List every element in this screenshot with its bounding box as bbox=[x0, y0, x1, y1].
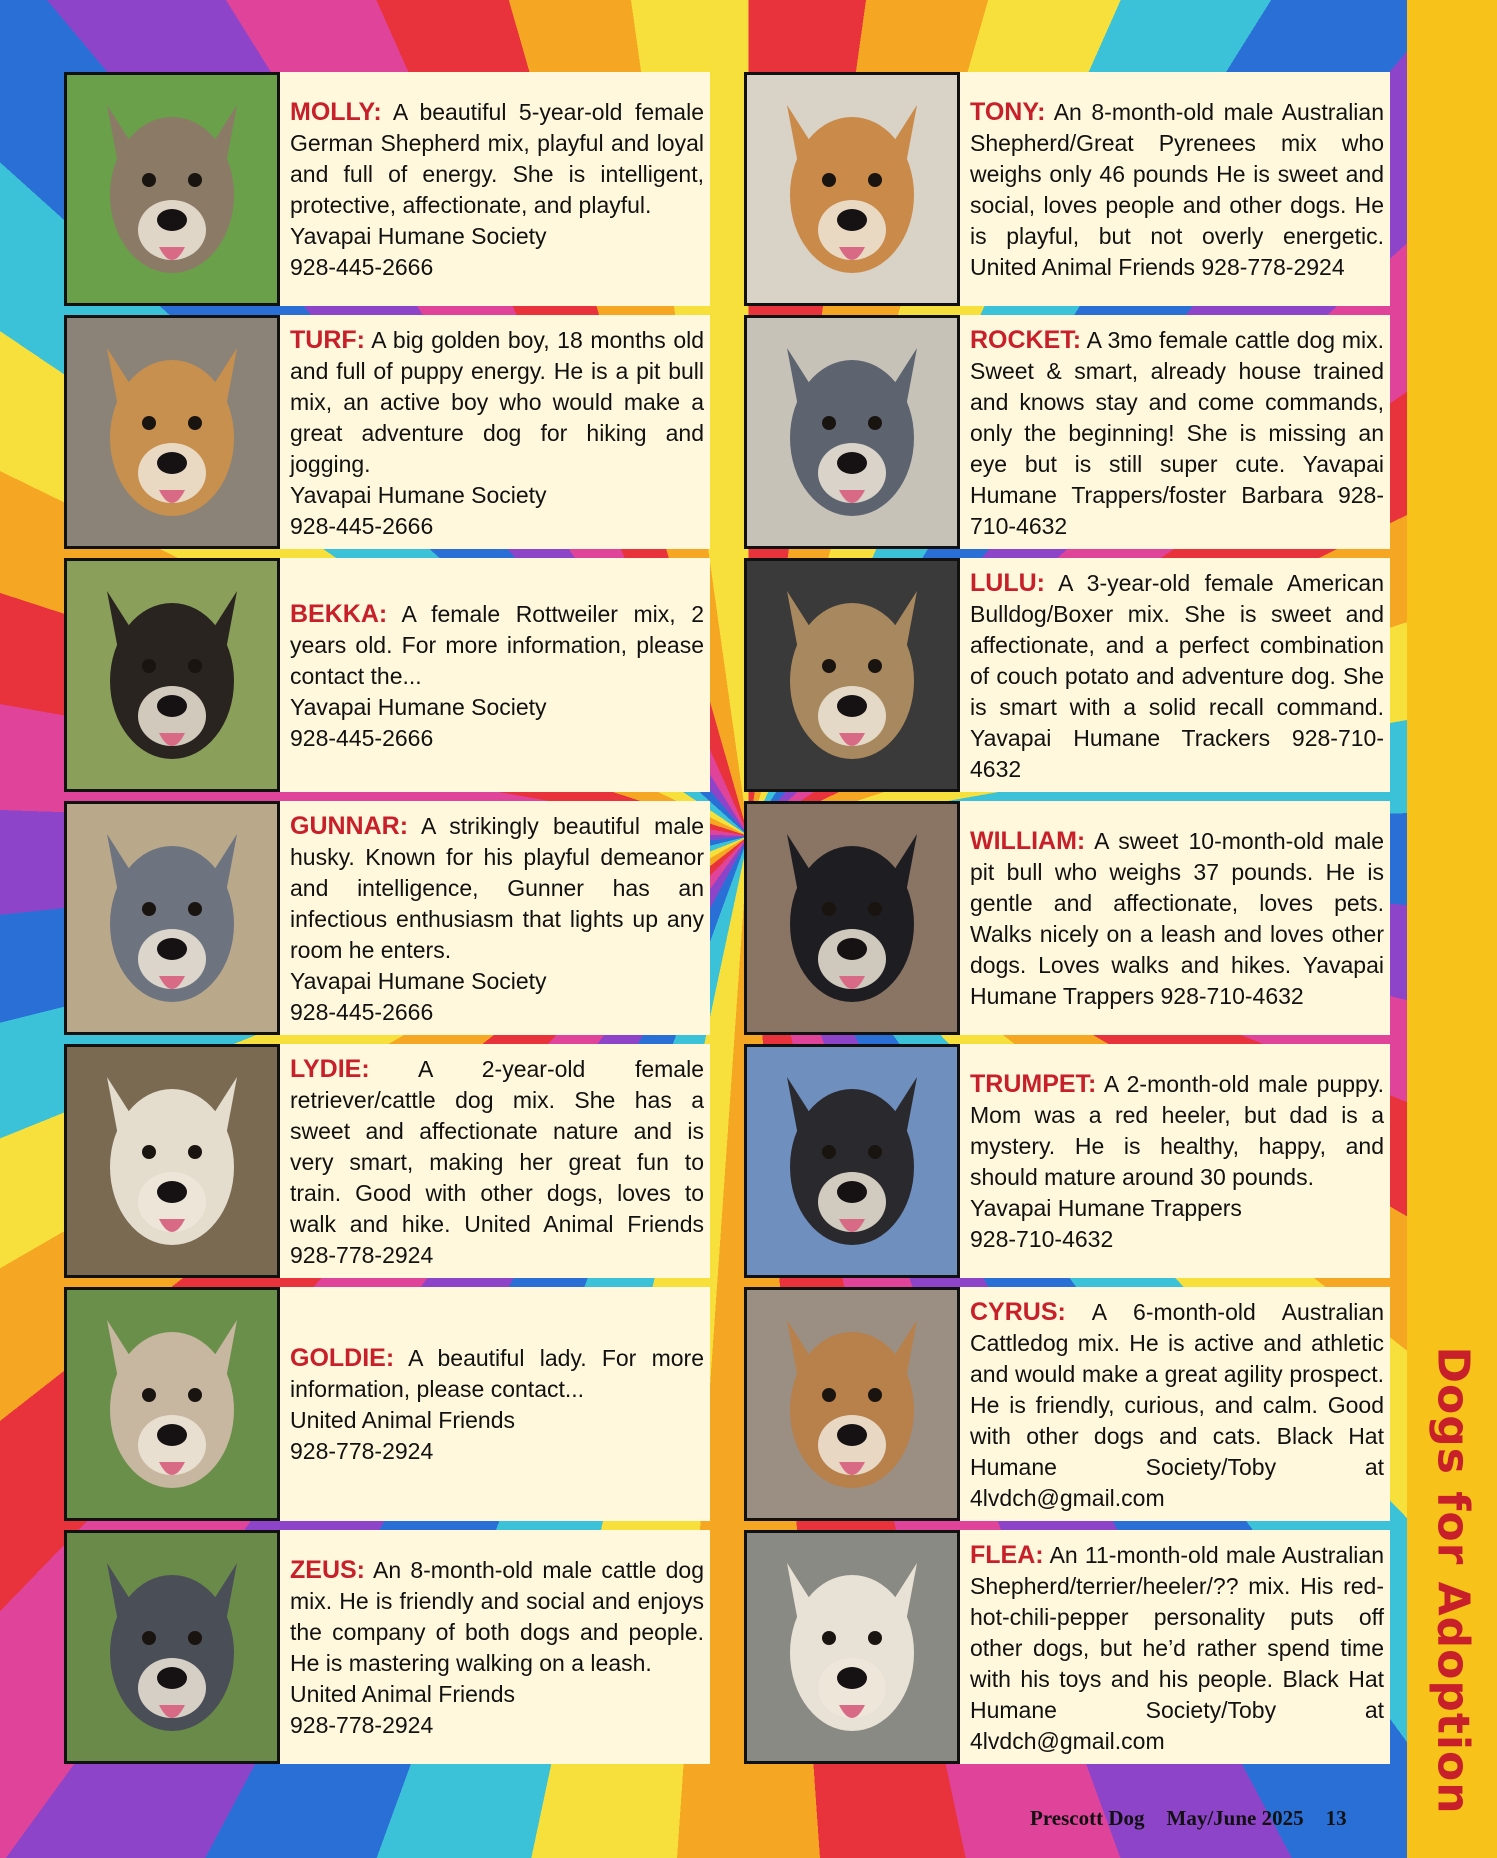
dog-text bbox=[960, 801, 1390, 1035]
dog-photo bbox=[64, 1530, 280, 1764]
dog-photo bbox=[744, 1044, 960, 1278]
dog-nose bbox=[157, 695, 187, 717]
dog-nose bbox=[157, 1667, 187, 1689]
dog-photo bbox=[64, 801, 280, 1035]
dog-card bbox=[744, 1287, 1390, 1521]
dog-contact: 928-445-2666 bbox=[290, 724, 434, 751]
dog-eye-left bbox=[142, 173, 156, 187]
dog-eye-right bbox=[188, 902, 202, 916]
dog-eye-right bbox=[188, 1145, 202, 1159]
dog-organization: Yavapai Humane Society bbox=[290, 693, 547, 720]
dog-eye-left bbox=[142, 1388, 156, 1402]
dog-eye-right bbox=[868, 1388, 882, 1402]
dog-nose bbox=[837, 452, 867, 474]
dog-eye-left bbox=[142, 1145, 156, 1159]
dog-eye-right bbox=[868, 902, 882, 916]
dog-eye-left bbox=[142, 416, 156, 430]
dog-card bbox=[744, 558, 1390, 792]
dog-illustration bbox=[747, 75, 957, 303]
dog-nose bbox=[157, 452, 187, 474]
dog-eye-right bbox=[188, 659, 202, 673]
dog-photo bbox=[64, 72, 280, 306]
dog-eye-left bbox=[822, 416, 836, 430]
dog-name: TONY: bbox=[970, 98, 1046, 126]
dog-name: CYRUS: bbox=[970, 1297, 1066, 1326]
dog-organization: Yavapai Humane Society bbox=[290, 481, 547, 508]
dog-name: BEKKA: bbox=[290, 599, 388, 628]
dog-eye-right bbox=[868, 416, 882, 430]
dog-text bbox=[280, 1287, 710, 1521]
dog-eye-left bbox=[142, 1631, 156, 1645]
dog-eye-right bbox=[868, 1631, 882, 1645]
dog-card bbox=[744, 1530, 1390, 1764]
page-footer bbox=[1030, 1806, 1347, 1831]
dog-card bbox=[64, 558, 710, 792]
dog-contact: 928-778-2924 bbox=[290, 1438, 434, 1464]
dog-card bbox=[64, 72, 710, 306]
dog-contact: 928-445-2666 bbox=[290, 998, 434, 1025]
dog-name: LYDIE: bbox=[290, 1054, 370, 1083]
dog-eye-right bbox=[188, 1631, 202, 1645]
dog-eye-right bbox=[868, 659, 882, 673]
dog-card bbox=[64, 1044, 710, 1278]
dog-card bbox=[744, 801, 1390, 1035]
dog-photo bbox=[744, 558, 960, 792]
dog-description: An 11-month-old male Australian Shepherd/terrier/heeler/?? mix. His red-hot-chili-pepper personality puts off other dogs, but he’d rather spend time with his toys and his people. Black Hat Humane Society/Toby at 4lvdch@gmail.com bbox=[970, 1541, 1384, 1754]
dog-eye-right bbox=[188, 173, 202, 187]
section-title-text: Dogs for Adoption bbox=[1427, 1345, 1479, 1815]
dog-text bbox=[960, 558, 1390, 792]
dog-card bbox=[64, 1287, 710, 1521]
dog-organization: United Animal Friends bbox=[290, 1407, 515, 1433]
dog-text bbox=[280, 1044, 710, 1278]
dog-card bbox=[64, 315, 710, 549]
dog-illustration bbox=[747, 804, 957, 1032]
dog-description: A 2-month-old male puppy. Mom was a red heeler, but dad is a mystery. He is healthy, happy, and should mature around 30 pounds. bbox=[970, 1071, 1384, 1190]
dog-eye-left bbox=[822, 173, 836, 187]
dog-text bbox=[280, 801, 710, 1035]
dog-photo bbox=[744, 1287, 960, 1521]
dog-eye-left bbox=[822, 659, 836, 673]
dog-name: WILLIAM: bbox=[970, 827, 1086, 855]
dog-nose bbox=[837, 695, 867, 717]
dog-description: A sweet 10-month-old male pit bull who weighs 37 pounds. He is gentle and affectionate, loves pets. Walks nicely on a leash and loves other dogs. Loves walks and hikes. Yavapai Humane Trappers 928-710-4632 bbox=[970, 828, 1384, 1009]
dog-photo bbox=[744, 315, 960, 549]
dog-eye-left bbox=[822, 1631, 836, 1645]
dog-contact: 928-445-2666 bbox=[290, 512, 434, 539]
dog-eye-right bbox=[868, 173, 882, 187]
dog-text bbox=[280, 1530, 710, 1764]
dog-photo bbox=[64, 315, 280, 549]
dog-description: A female Rottweiler mix, 2 years old. For more information, please contact the... bbox=[290, 600, 704, 689]
dog-name: TRUMPET: bbox=[970, 1070, 1097, 1098]
dog-photo bbox=[64, 1287, 280, 1521]
dog-illustration bbox=[67, 561, 277, 789]
dog-card bbox=[744, 72, 1390, 306]
magazine-name: Prescott Dog bbox=[1030, 1806, 1145, 1830]
dog-eye-left bbox=[822, 902, 836, 916]
dog-name: GOLDIE: bbox=[290, 1344, 395, 1372]
dog-name: ROCKET: bbox=[970, 325, 1082, 354]
dog-name: FLEA: bbox=[970, 1540, 1044, 1569]
dog-card bbox=[744, 315, 1390, 549]
dog-name: TURF: bbox=[290, 325, 365, 354]
dog-eye-left bbox=[822, 1388, 836, 1402]
dog-nose bbox=[837, 209, 867, 231]
dog-illustration bbox=[747, 318, 957, 546]
dog-photo bbox=[64, 558, 280, 792]
dog-card bbox=[64, 1530, 710, 1764]
dog-eye-right bbox=[188, 1388, 202, 1402]
dog-description: A 3mo female cattle dog mix. Sweet & smart, already house trained and knows stay and come commands, only the beginning! She is missing an eye but is still super cute. Yavapai Humane Trappers/foster Barbara 928-710-4632 bbox=[970, 326, 1384, 539]
dog-eye-right bbox=[188, 416, 202, 430]
dog-text bbox=[960, 1287, 1390, 1521]
dog-nose bbox=[157, 1181, 187, 1203]
dog-illustration bbox=[747, 1290, 957, 1518]
dog-description: A 3-year-old female American Bulldog/Boxer mix. She is sweet and affectionate, and a perfect combination of couch potato and adventure dog. She is smart with a solid recall command. Yavapai Humane Trackers 928-710-4632 bbox=[970, 569, 1384, 782]
dog-text bbox=[960, 315, 1390, 549]
dog-nose bbox=[837, 1181, 867, 1203]
dog-text bbox=[280, 315, 710, 549]
dog-organization: Yavapai Humane Society bbox=[290, 223, 547, 249]
dog-card bbox=[744, 1044, 1390, 1278]
dog-nose bbox=[837, 1424, 867, 1446]
dog-photo bbox=[64, 1044, 280, 1278]
dog-nose bbox=[157, 1424, 187, 1446]
dog-contact: 928-710-4632 bbox=[970, 1226, 1114, 1252]
section-sidebar bbox=[1407, 0, 1497, 1858]
dog-name: MOLLY: bbox=[290, 98, 382, 126]
dog-text bbox=[960, 72, 1390, 306]
dog-illustration bbox=[747, 1533, 957, 1761]
dog-organization: Yavapai Humane Society bbox=[290, 967, 547, 994]
dog-photo bbox=[744, 72, 960, 306]
dog-nose bbox=[157, 209, 187, 231]
dog-description: An 8-month-old male cattle dog mix. He is friendly and social and enjoys the company of both dogs and people. He is mastering walking on a leash. bbox=[290, 1557, 705, 1676]
dog-name: LULU: bbox=[970, 568, 1045, 597]
issue-date: May/June 2025 bbox=[1166, 1806, 1304, 1830]
page-number: 13 bbox=[1325, 1806, 1347, 1830]
dog-text bbox=[960, 1530, 1390, 1764]
dog-contact: 928-445-2666 bbox=[290, 254, 434, 280]
dog-illustration bbox=[747, 561, 957, 789]
dog-photo bbox=[744, 801, 960, 1035]
dog-eye-left bbox=[142, 659, 156, 673]
dog-description: A 6-month-old Australian Cattledog mix. He is active and athletic and would make a great agility prospect. He is friendly, curious, and calm. Good with other dogs and cats. Black Hat Humane Society/Toby at 4lvdch@gmail.com bbox=[970, 1298, 1384, 1511]
dog-description: A strikingly beautiful male husky. Known for his playful demeanor and intelligence, Gunner has an infectious enthusiasm that lights up any room he enters. bbox=[290, 812, 704, 963]
adoption-grid bbox=[64, 72, 1390, 1782]
dog-description: A 2-year-old female retriever/cattle dog mix. She has a sweet and affectionate nature and is very smart, making her great fun to train. Good with other dogs, loves to walk and hike. United Animal Friends 928-778-2924 bbox=[290, 1055, 704, 1268]
dog-photo bbox=[744, 1530, 960, 1764]
dog-illustration bbox=[67, 1047, 277, 1275]
dog-organization: United Animal Friends bbox=[290, 1681, 515, 1707]
dog-text bbox=[280, 558, 710, 792]
dog-card bbox=[64, 801, 710, 1035]
dog-illustration bbox=[67, 804, 277, 1032]
dog-eye-left bbox=[822, 1145, 836, 1159]
dog-organization: Yavapai Humane Trappers bbox=[970, 1195, 1242, 1221]
dog-illustration bbox=[67, 1533, 277, 1761]
dog-illustration bbox=[67, 318, 277, 546]
dog-eye-right bbox=[868, 1145, 882, 1159]
dog-name: ZEUS: bbox=[290, 1556, 365, 1584]
dog-nose bbox=[837, 1667, 867, 1689]
dog-description: A beautiful 5-year-old female German Shepherd mix, playful and loyal and full of energy. She is intelligent, protective, affectionate, and playful. bbox=[290, 99, 705, 218]
dog-eye-left bbox=[142, 902, 156, 916]
dog-text bbox=[280, 72, 710, 306]
dog-text bbox=[960, 1044, 1390, 1278]
dog-illustration bbox=[747, 1047, 957, 1275]
dog-illustration bbox=[67, 75, 277, 303]
dog-name: GUNNAR: bbox=[290, 811, 409, 840]
dog-description: A big golden boy, 18 months old and full of puppy energy. He is a pit bull mix, an active boy who would make a great adventure dog for hiking and jogging. bbox=[290, 326, 705, 477]
dog-nose bbox=[157, 938, 187, 960]
section-title bbox=[1413, 1330, 1493, 1830]
dog-description: A beautiful lady. For more information, please contact... bbox=[290, 1345, 705, 1402]
dog-description: An 8-month-old male Australian Shepherd/Great Pyrenees mix who weighs only 46 pounds He is sweet and social, loves people and other dogs. He is playful, but not overly energetic. United Animal Friends 928-778-2924 bbox=[970, 99, 1384, 280]
dog-contact: 928-778-2924 bbox=[290, 1712, 434, 1738]
dog-nose bbox=[837, 938, 867, 960]
dog-illustration bbox=[67, 1290, 277, 1518]
